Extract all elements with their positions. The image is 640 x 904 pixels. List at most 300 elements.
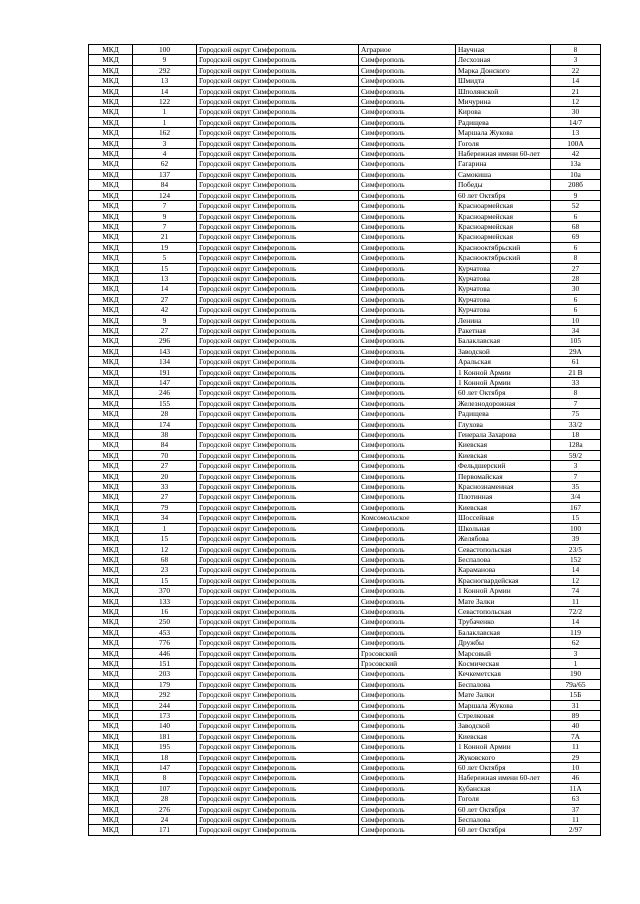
building-type-cell: МКД bbox=[89, 482, 133, 492]
building-type-cell: МКД bbox=[89, 804, 133, 814]
settlement-cell: Симферополь bbox=[359, 398, 456, 408]
settlement-cell: Симферополь bbox=[359, 86, 456, 96]
table-row bbox=[89, 763, 601, 773]
okrug-cell: Городской округ Симферополь bbox=[197, 492, 359, 502]
street-cell: Заводской bbox=[456, 346, 551, 356]
okrug-cell: Городской округ Симферополь bbox=[197, 482, 359, 492]
table-row bbox=[89, 211, 601, 221]
count-cell: 133 bbox=[133, 596, 197, 606]
table-row bbox=[89, 513, 601, 523]
count-cell: 5 bbox=[133, 253, 197, 263]
house-number-cell: 100 bbox=[551, 523, 601, 533]
settlement-cell: Симферополь bbox=[359, 107, 456, 117]
okrug-cell: Городской округ Симферополь bbox=[197, 253, 359, 263]
count-cell: 38 bbox=[133, 430, 197, 440]
okrug-cell: Городской округ Симферополь bbox=[197, 461, 359, 471]
okrug-cell: Городской округ Симферополь bbox=[197, 107, 359, 117]
table-row bbox=[89, 658, 601, 668]
house-number-cell: 3 bbox=[551, 648, 601, 658]
settlement-cell: Симферополь bbox=[359, 763, 456, 773]
house-number-cell: 18 bbox=[551, 430, 601, 440]
count-cell: 27 bbox=[133, 492, 197, 502]
house-number-cell: 8 bbox=[551, 253, 601, 263]
house-number-cell: 2/97 bbox=[551, 825, 601, 835]
count-cell: 28 bbox=[133, 409, 197, 419]
street-cell: Жуковского bbox=[456, 752, 551, 762]
house-number-cell: 21 В bbox=[551, 367, 601, 377]
building-type-cell: МКД bbox=[89, 305, 133, 315]
house-number-cell: 12 bbox=[551, 97, 601, 107]
house-number-cell: 14 bbox=[551, 76, 601, 86]
table-row bbox=[89, 502, 601, 512]
okrug-cell: Городской округ Симферополь bbox=[197, 794, 359, 804]
table-row bbox=[89, 97, 601, 107]
settlement-cell: Симферополь bbox=[359, 731, 456, 741]
house-number-cell: 14 bbox=[551, 565, 601, 575]
building-type-cell: МКД bbox=[89, 55, 133, 65]
street-cell: 60 лет Октября bbox=[456, 804, 551, 814]
building-type-cell: МКД bbox=[89, 492, 133, 502]
table-row bbox=[89, 523, 601, 533]
house-number-cell: 3/4 bbox=[551, 492, 601, 502]
table-row bbox=[89, 815, 601, 825]
okrug-cell: Городской округ Симферополь bbox=[197, 700, 359, 710]
table-row bbox=[89, 388, 601, 398]
table-row bbox=[89, 357, 601, 367]
street-cell: Мате Залки bbox=[456, 596, 551, 606]
count-cell: 134 bbox=[133, 357, 197, 367]
street-cell: Беспалова bbox=[456, 554, 551, 564]
okrug-cell: Городской округ Симферополь bbox=[197, 263, 359, 273]
table-row bbox=[89, 482, 601, 492]
settlement-cell: Симферополь bbox=[359, 221, 456, 231]
okrug-cell: Городской округ Симферополь bbox=[197, 617, 359, 627]
table-row bbox=[89, 794, 601, 804]
okrug-cell: Городской округ Симферополь bbox=[197, 731, 359, 741]
count-cell: 28 bbox=[133, 794, 197, 804]
count-cell: 143 bbox=[133, 346, 197, 356]
table-row bbox=[89, 544, 601, 554]
count-cell: 15 bbox=[133, 575, 197, 585]
table-row bbox=[89, 648, 601, 658]
settlement-cell: Симферополь bbox=[359, 534, 456, 544]
settlement-cell: Симферополь bbox=[359, 367, 456, 377]
settlement-cell: Симферополь bbox=[359, 201, 456, 211]
table-row bbox=[89, 471, 601, 481]
building-type-cell: МКД bbox=[89, 575, 133, 585]
count-cell: 244 bbox=[133, 700, 197, 710]
street-cell: Марка Донского bbox=[456, 65, 551, 75]
building-type-cell: МКД bbox=[89, 669, 133, 679]
house-number-cell: 75 bbox=[551, 409, 601, 419]
settlement-cell: Симферополь bbox=[359, 450, 456, 460]
building-type-cell: МКД bbox=[89, 325, 133, 335]
okrug-cell: Городской округ Симферополь bbox=[197, 565, 359, 575]
count-cell: 1 bbox=[133, 117, 197, 127]
house-number-cell: 152 bbox=[551, 554, 601, 564]
okrug-cell: Городской округ Симферополь bbox=[197, 627, 359, 637]
table-body bbox=[89, 45, 601, 836]
count-cell: 15 bbox=[133, 263, 197, 273]
okrug-cell: Городской округ Симферополь bbox=[197, 97, 359, 107]
house-number-cell: 35 bbox=[551, 482, 601, 492]
house-number-cell: 10 bbox=[551, 315, 601, 325]
settlement-cell: Симферополь bbox=[359, 65, 456, 75]
building-type-cell: МКД bbox=[89, 658, 133, 668]
settlement-cell: Грэсовский bbox=[359, 658, 456, 668]
okrug-cell: Городской округ Симферополь bbox=[197, 221, 359, 231]
count-cell: 276 bbox=[133, 804, 197, 814]
building-type-cell: МКД bbox=[89, 284, 133, 294]
house-number-cell: 10а bbox=[551, 169, 601, 179]
building-type-cell: МКД bbox=[89, 201, 133, 211]
building-type-cell: МКД bbox=[89, 565, 133, 575]
street-cell: Мате Залки bbox=[456, 690, 551, 700]
count-cell: 13 bbox=[133, 273, 197, 283]
house-number-cell: 14 bbox=[551, 617, 601, 627]
settlement-cell: Симферополь bbox=[359, 575, 456, 585]
count-cell: 8 bbox=[133, 773, 197, 783]
okrug-cell: Городской округ Симферополь bbox=[197, 815, 359, 825]
okrug-cell: Городской округ Симферополь bbox=[197, 305, 359, 315]
street-cell: Плотинная bbox=[456, 492, 551, 502]
house-number-cell: 68 bbox=[551, 221, 601, 231]
street-cell: Первомайская bbox=[456, 471, 551, 481]
count-cell: 1 bbox=[133, 523, 197, 533]
okrug-cell: Городской округ Симферополь bbox=[197, 294, 359, 304]
house-number-cell: 119 bbox=[551, 627, 601, 637]
house-number-cell: 11 bbox=[551, 596, 601, 606]
okrug-cell: Городской округ Симферополь bbox=[197, 169, 359, 179]
table-row bbox=[89, 554, 601, 564]
settlement-cell: Симферополь bbox=[359, 492, 456, 502]
street-cell: Космическая bbox=[456, 658, 551, 668]
building-type-cell: МКД bbox=[89, 149, 133, 159]
building-type-cell: МКД bbox=[89, 544, 133, 554]
house-number-cell: 61 bbox=[551, 357, 601, 367]
street-cell: Набережная имени 60-лет bbox=[456, 773, 551, 783]
settlement-cell: Симферополь bbox=[359, 482, 456, 492]
house-number-cell: 100А bbox=[551, 138, 601, 148]
count-cell: 100 bbox=[133, 45, 197, 55]
house-number-cell: 63 bbox=[551, 794, 601, 804]
building-type-cell: МКД bbox=[89, 398, 133, 408]
table-row bbox=[89, 638, 601, 648]
settlement-cell: Симферополь bbox=[359, 825, 456, 835]
count-cell: 147 bbox=[133, 763, 197, 773]
count-cell: 14 bbox=[133, 284, 197, 294]
house-number-cell: 29А bbox=[551, 346, 601, 356]
street-cell: Шмидта bbox=[456, 76, 551, 86]
count-cell: 124 bbox=[133, 190, 197, 200]
building-type-cell: МКД bbox=[89, 471, 133, 481]
table-row bbox=[89, 305, 601, 315]
street-cell: Краснознаменная bbox=[456, 482, 551, 492]
street-cell: Краснооктябрьский bbox=[456, 242, 551, 252]
building-type-cell: МКД bbox=[89, 648, 133, 658]
okrug-cell: Городской округ Симферополь bbox=[197, 575, 359, 585]
table-row bbox=[89, 742, 601, 752]
okrug-cell: Городской округ Симферополь bbox=[197, 398, 359, 408]
settlement-cell: Симферополь bbox=[359, 783, 456, 793]
building-type-cell: МКД bbox=[89, 586, 133, 596]
table-row bbox=[89, 440, 601, 450]
okrug-cell: Городской округ Симферополь bbox=[197, 658, 359, 668]
settlement-cell: Аграрное bbox=[359, 45, 456, 55]
okrug-cell: Городской округ Симферополь bbox=[197, 273, 359, 283]
count-cell: 140 bbox=[133, 721, 197, 731]
count-cell: 20 bbox=[133, 471, 197, 481]
count-cell: 1 bbox=[133, 107, 197, 117]
count-cell: 62 bbox=[133, 159, 197, 169]
street-cell: 1 Конной Армии bbox=[456, 378, 551, 388]
count-cell: 13 bbox=[133, 76, 197, 86]
building-type-cell: МКД bbox=[89, 169, 133, 179]
count-cell: 12 bbox=[133, 544, 197, 554]
okrug-cell: Городской округ Симферополь bbox=[197, 502, 359, 512]
building-type-cell: МКД bbox=[89, 627, 133, 637]
street-cell: 1 Конной Армии bbox=[456, 586, 551, 596]
table-row bbox=[89, 253, 601, 263]
house-number-cell: 69 bbox=[551, 232, 601, 242]
settlement-cell: Комсомольское bbox=[359, 513, 456, 523]
building-type-cell: МКД bbox=[89, 554, 133, 564]
house-number-cell: 29 bbox=[551, 752, 601, 762]
table-row bbox=[89, 596, 601, 606]
okrug-cell: Городской округ Симферополь bbox=[197, 440, 359, 450]
okrug-cell: Городской округ Симферополь bbox=[197, 711, 359, 721]
street-cell: Шоссейная bbox=[456, 513, 551, 523]
street-cell: Красноармейская bbox=[456, 221, 551, 231]
okrug-cell: Городской округ Симферополь bbox=[197, 523, 359, 533]
count-cell: 370 bbox=[133, 586, 197, 596]
settlement-cell: Симферополь bbox=[359, 190, 456, 200]
table-row bbox=[89, 128, 601, 138]
house-number-cell: 13 bbox=[551, 128, 601, 138]
count-cell: 292 bbox=[133, 690, 197, 700]
settlement-cell: Симферополь bbox=[359, 180, 456, 190]
table-row bbox=[89, 201, 601, 211]
okrug-cell: Городской округ Симферополь bbox=[197, 117, 359, 127]
table-row bbox=[89, 45, 601, 55]
house-number-cell: 59/2 bbox=[551, 450, 601, 460]
street-cell: Аральская bbox=[456, 357, 551, 367]
settlement-cell: Симферополь bbox=[359, 76, 456, 86]
okrug-cell: Городской округ Симферополь bbox=[197, 55, 359, 65]
okrug-cell: Городской округ Симферополь bbox=[197, 471, 359, 481]
table-row bbox=[89, 149, 601, 159]
house-number-cell: 39 bbox=[551, 534, 601, 544]
settlement-cell: Симферополь bbox=[359, 711, 456, 721]
street-cell: 60 лет Октября bbox=[456, 763, 551, 773]
table-row bbox=[89, 180, 601, 190]
house-number-cell: 33 bbox=[551, 378, 601, 388]
table-row bbox=[89, 159, 601, 169]
building-type-cell: МКД bbox=[89, 180, 133, 190]
house-number-cell: 13а bbox=[551, 159, 601, 169]
building-type-cell: МКД bbox=[89, 107, 133, 117]
okrug-cell: Городской округ Симферополь bbox=[197, 180, 359, 190]
house-number-cell: 6 bbox=[551, 242, 601, 252]
okrug-cell: Городской округ Симферополь bbox=[197, 128, 359, 138]
okrug-cell: Городской округ Симферополь bbox=[197, 201, 359, 211]
street-cell: Гоголя bbox=[456, 138, 551, 148]
settlement-cell: Симферополь bbox=[359, 294, 456, 304]
settlement-cell: Симферополь bbox=[359, 211, 456, 221]
street-cell: Кечкеметская bbox=[456, 669, 551, 679]
table-row bbox=[89, 575, 601, 585]
house-number-cell: 15 bbox=[551, 513, 601, 523]
house-number-cell: 6 bbox=[551, 294, 601, 304]
building-type-cell: МКД bbox=[89, 700, 133, 710]
street-cell: Курчатова bbox=[456, 263, 551, 273]
okrug-cell: Городской округ Симферополь bbox=[197, 752, 359, 762]
house-number-cell: 46 bbox=[551, 773, 601, 783]
building-type-cell: МКД bbox=[89, 86, 133, 96]
house-number-cell: 208б bbox=[551, 180, 601, 190]
count-cell: 18 bbox=[133, 752, 197, 762]
building-type-cell: МКД bbox=[89, 273, 133, 283]
street-cell: Беспалова bbox=[456, 815, 551, 825]
settlement-cell: Симферополь bbox=[359, 752, 456, 762]
building-type-cell: МКД bbox=[89, 430, 133, 440]
settlement-cell: Симферополь bbox=[359, 305, 456, 315]
settlement-cell: Симферополь bbox=[359, 700, 456, 710]
house-number-cell: 72/2 bbox=[551, 606, 601, 616]
house-number-cell: 31 bbox=[551, 700, 601, 710]
table-row bbox=[89, 752, 601, 762]
street-cell: Краснооктябрьский bbox=[456, 253, 551, 263]
house-number-cell: 190 bbox=[551, 669, 601, 679]
settlement-cell: Симферополь bbox=[359, 461, 456, 471]
building-type-cell: МКД bbox=[89, 45, 133, 55]
building-type-cell: МКД bbox=[89, 617, 133, 627]
count-cell: 42 bbox=[133, 305, 197, 315]
okrug-cell: Городской округ Симферополь bbox=[197, 742, 359, 752]
table-row bbox=[89, 690, 601, 700]
settlement-cell: Симферополь bbox=[359, 138, 456, 148]
okrug-cell: Городской округ Симферополь bbox=[197, 513, 359, 523]
settlement-cell: Симферополь bbox=[359, 742, 456, 752]
street-cell: Беспалова bbox=[456, 679, 551, 689]
table-row bbox=[89, 325, 601, 335]
count-cell: 27 bbox=[133, 461, 197, 471]
table-row bbox=[89, 492, 601, 502]
building-type-cell: МКД bbox=[89, 461, 133, 471]
table-row bbox=[89, 409, 601, 419]
okrug-cell: Городской округ Симферополь bbox=[197, 679, 359, 689]
count-cell: 9 bbox=[133, 55, 197, 65]
building-type-cell: МКД bbox=[89, 253, 133, 263]
house-number-cell: 6 bbox=[551, 305, 601, 315]
house-number-cell: 8 bbox=[551, 388, 601, 398]
count-cell: 16 bbox=[133, 606, 197, 616]
house-number-cell: 79а/65 bbox=[551, 679, 601, 689]
street-cell: Гагарина bbox=[456, 159, 551, 169]
house-number-cell: 6 bbox=[551, 211, 601, 221]
settlement-cell: Симферополь bbox=[359, 336, 456, 346]
building-type-cell: МКД bbox=[89, 513, 133, 523]
settlement-cell: Симферополь bbox=[359, 586, 456, 596]
count-cell: 155 bbox=[133, 398, 197, 408]
count-cell: 79 bbox=[133, 502, 197, 512]
okrug-cell: Городской округ Симферополь bbox=[197, 419, 359, 429]
house-number-cell: 8 bbox=[551, 45, 601, 55]
street-cell: Фельдшерский bbox=[456, 461, 551, 471]
street-cell: Марсовый bbox=[456, 648, 551, 658]
count-cell: 292 bbox=[133, 65, 197, 75]
table-row bbox=[89, 700, 601, 710]
building-type-cell: МКД bbox=[89, 367, 133, 377]
settlement-cell: Симферополь bbox=[359, 669, 456, 679]
house-number-cell: 40 bbox=[551, 721, 601, 731]
count-cell: 296 bbox=[133, 336, 197, 346]
settlement-cell: Симферополь bbox=[359, 409, 456, 419]
street-cell: Курчатова bbox=[456, 284, 551, 294]
street-cell: 60 лет Октября bbox=[456, 825, 551, 835]
building-type-cell: МКД bbox=[89, 815, 133, 825]
street-cell: 1 Конной Армии bbox=[456, 742, 551, 752]
count-cell: 250 bbox=[133, 617, 197, 627]
table-row bbox=[89, 450, 601, 460]
count-cell: 107 bbox=[133, 783, 197, 793]
settlement-cell: Симферополь bbox=[359, 315, 456, 325]
okrug-cell: Городской округ Симферополь bbox=[197, 596, 359, 606]
house-number-cell: 105 bbox=[551, 336, 601, 346]
okrug-cell: Городской округ Симферополь bbox=[197, 45, 359, 55]
okrug-cell: Городской округ Симферополь bbox=[197, 159, 359, 169]
settlement-cell: Симферополь bbox=[359, 565, 456, 575]
count-cell: 137 bbox=[133, 169, 197, 179]
building-type-cell: МКД bbox=[89, 825, 133, 835]
table-row bbox=[89, 107, 601, 117]
building-type-cell: МКД bbox=[89, 690, 133, 700]
settlement-cell: Симферополь bbox=[359, 97, 456, 107]
street-cell: Красногвардейская bbox=[456, 575, 551, 585]
table-row bbox=[89, 221, 601, 231]
table-row bbox=[89, 586, 601, 596]
count-cell: 446 bbox=[133, 648, 197, 658]
building-type-cell: МКД bbox=[89, 450, 133, 460]
building-type-cell: МКД bbox=[89, 596, 133, 606]
building-type-cell: МКД bbox=[89, 523, 133, 533]
okrug-cell: Городской округ Симферополь bbox=[197, 76, 359, 86]
street-cell: Кубанская bbox=[456, 783, 551, 793]
settlement-cell: Симферополь bbox=[359, 721, 456, 731]
okrug-cell: Городской округ Симферополь bbox=[197, 586, 359, 596]
count-cell: 70 bbox=[133, 450, 197, 460]
house-number-cell: 1 bbox=[551, 658, 601, 668]
count-cell: 7 bbox=[133, 201, 197, 211]
table-row bbox=[89, 461, 601, 471]
settlement-cell: Симферополь bbox=[359, 804, 456, 814]
okrug-cell: Городской округ Симферополь bbox=[197, 783, 359, 793]
house-number-cell: 21 bbox=[551, 86, 601, 96]
table-row bbox=[89, 721, 601, 731]
street-cell: 1 Конной Армии bbox=[456, 367, 551, 377]
settlement-cell: Симферополь bbox=[359, 815, 456, 825]
count-cell: 33 bbox=[133, 482, 197, 492]
count-cell: 84 bbox=[133, 180, 197, 190]
table-row bbox=[89, 232, 601, 242]
table-row bbox=[89, 76, 601, 86]
building-type-cell: МКД bbox=[89, 232, 133, 242]
building-type-cell: МКД bbox=[89, 742, 133, 752]
settlement-cell: Симферополь bbox=[359, 388, 456, 398]
table-row bbox=[89, 669, 601, 679]
okrug-cell: Городской округ Симферополь bbox=[197, 763, 359, 773]
house-number-cell: 89 bbox=[551, 711, 601, 721]
